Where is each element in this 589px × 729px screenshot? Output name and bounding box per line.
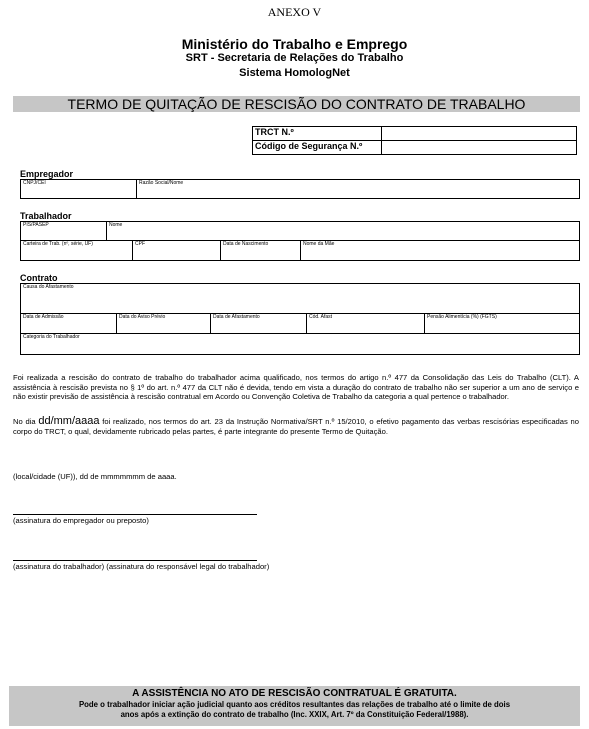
secretariat-name: SRT - Secretaria de Relações do Trabalho xyxy=(185,52,404,64)
p2-rest: foi realizado, nos termos do art. 23 da Instrução Normativa/SRT n.º 15/2010, o efetivo pagamento das verbas rescisórias especificadas no corpo do TRCT, o qual, devidamente rubricado pelas partes, é parte integrante do presente Termo de Quitação. xyxy=(13,417,579,436)
contract-section xyxy=(20,274,580,355)
cnpj-field[interactable] xyxy=(21,180,137,198)
form-title: TERMO DE QUITAÇÃO DE RESCISÃO DO CONTRATO DE TRABALHO xyxy=(13,96,580,112)
mother-name-label: Nome da Mãe xyxy=(303,241,335,247)
leave-date-field[interactable] xyxy=(211,314,307,333)
alimony-label: Pensão Alimentícia (%) (FGTS) xyxy=(427,314,497,320)
worker-box xyxy=(20,221,580,261)
footer-line-3: anos após a extinção do contrato de trabalho (Inc. XXIX, Art. 7º da Constituição Federal/1988). xyxy=(120,710,469,719)
trct-number-label: TRCT N.º xyxy=(253,127,382,141)
worker-signature-line xyxy=(13,560,257,561)
employer-section xyxy=(20,170,580,199)
admission-date-label: Data de Admissão xyxy=(23,314,64,320)
alimony-field[interactable] xyxy=(425,314,579,333)
system-name: Sistema HomologNet xyxy=(239,67,350,79)
notice-date-label: Data do Aviso Prévio xyxy=(119,314,166,320)
worker-signature-label: (assinatura do trabalhador) (assinatura do responsável legal do trabalhador) xyxy=(13,562,270,571)
pis-field[interactable] xyxy=(21,222,107,240)
ministry-name: Ministério do Trabalho e Emprego xyxy=(181,36,408,52)
notice-date-field[interactable] xyxy=(117,314,211,333)
trct-table xyxy=(252,126,577,155)
birth-date-field[interactable] xyxy=(221,241,301,260)
cpf-label: CPF xyxy=(135,241,145,247)
leave-date-label: Data de Afastamento xyxy=(213,314,260,320)
contract-box xyxy=(20,283,580,355)
leave-reason-field[interactable] xyxy=(21,284,579,314)
ctps-field[interactable] xyxy=(21,241,133,260)
annex-label: ANEXO V xyxy=(267,5,322,19)
worker-section xyxy=(20,212,580,261)
place-date-line: (local/cidade (UF)), dd de mmmmmmm de aaaa. xyxy=(13,472,177,481)
footer-line-1: A ASSISTÊNCIA NO ATO DE RESCISÃO CONTRATUAL É GRATUITA. xyxy=(132,688,457,699)
security-code-field[interactable] xyxy=(382,141,577,155)
admission-date-field[interactable] xyxy=(21,314,117,333)
cpf-field[interactable] xyxy=(133,241,221,260)
leave-reason-label: Causa do Afastamento xyxy=(23,284,74,290)
leave-code-label: Cód. Afast xyxy=(309,314,333,320)
payment-date: dd/mm/aaaa xyxy=(38,415,100,427)
cnpj-label: CNPJ/CEI xyxy=(23,180,46,186)
contract-title: Contrato xyxy=(20,273,58,283)
paragraph-2 xyxy=(13,417,579,436)
worker-category-field[interactable] xyxy=(21,334,579,354)
company-name-field[interactable] xyxy=(137,180,579,198)
mother-name-field[interactable] xyxy=(301,241,579,260)
paragraph-1: Foi realizada a rescisão do contrato de trabalho do trabalhador acima qualificado, nos termos do artigo n.º 477 da Consolidação das Leis do Trabalho (CLT). A assistência à rescisão prevista no § 1º do art. n.º 477 da CLT não é devida, tendo em vista a duração do contrato de trabalho não ser superior a um ano de serviço e não existir previsão de assistência à rescisão contratual em Acordo ou Convenção Coletiva de Trabalho da categoria a qual pertence o trabalhador. xyxy=(13,373,579,402)
birth-date-label: Data de Nascimento xyxy=(223,241,269,247)
ctps-label: Carteira de Trab. (nº, série, UF) xyxy=(23,241,93,247)
worker-category-label: Categoria do Trabalhador xyxy=(23,334,80,340)
footer-notice xyxy=(9,686,580,726)
trct-number-field[interactable] xyxy=(382,127,577,141)
worker-name-field[interactable] xyxy=(107,222,579,240)
company-name-label: Razão Social/Nome xyxy=(139,180,184,186)
employer-signature-line xyxy=(13,514,257,515)
worker-title: Trabalhador xyxy=(20,211,72,221)
employer-signature-label: (assinatura do empregador ou preposto) xyxy=(13,516,149,525)
footer-line-2: Pode o trabalhador iniciar ação judicial quanto aos créditos resultantes das relações de trabalho até o limite de dois xyxy=(78,700,511,709)
worker-name-label: Nome xyxy=(109,222,123,228)
p2-prefix: No dia xyxy=(13,417,36,426)
employer-title: Empregador xyxy=(20,169,74,179)
employer-box xyxy=(20,179,580,199)
pis-label: PIS/PASEP xyxy=(23,222,49,228)
security-code-label: Código de Segurança N.º xyxy=(253,141,382,155)
leave-code-field[interactable] xyxy=(307,314,425,333)
